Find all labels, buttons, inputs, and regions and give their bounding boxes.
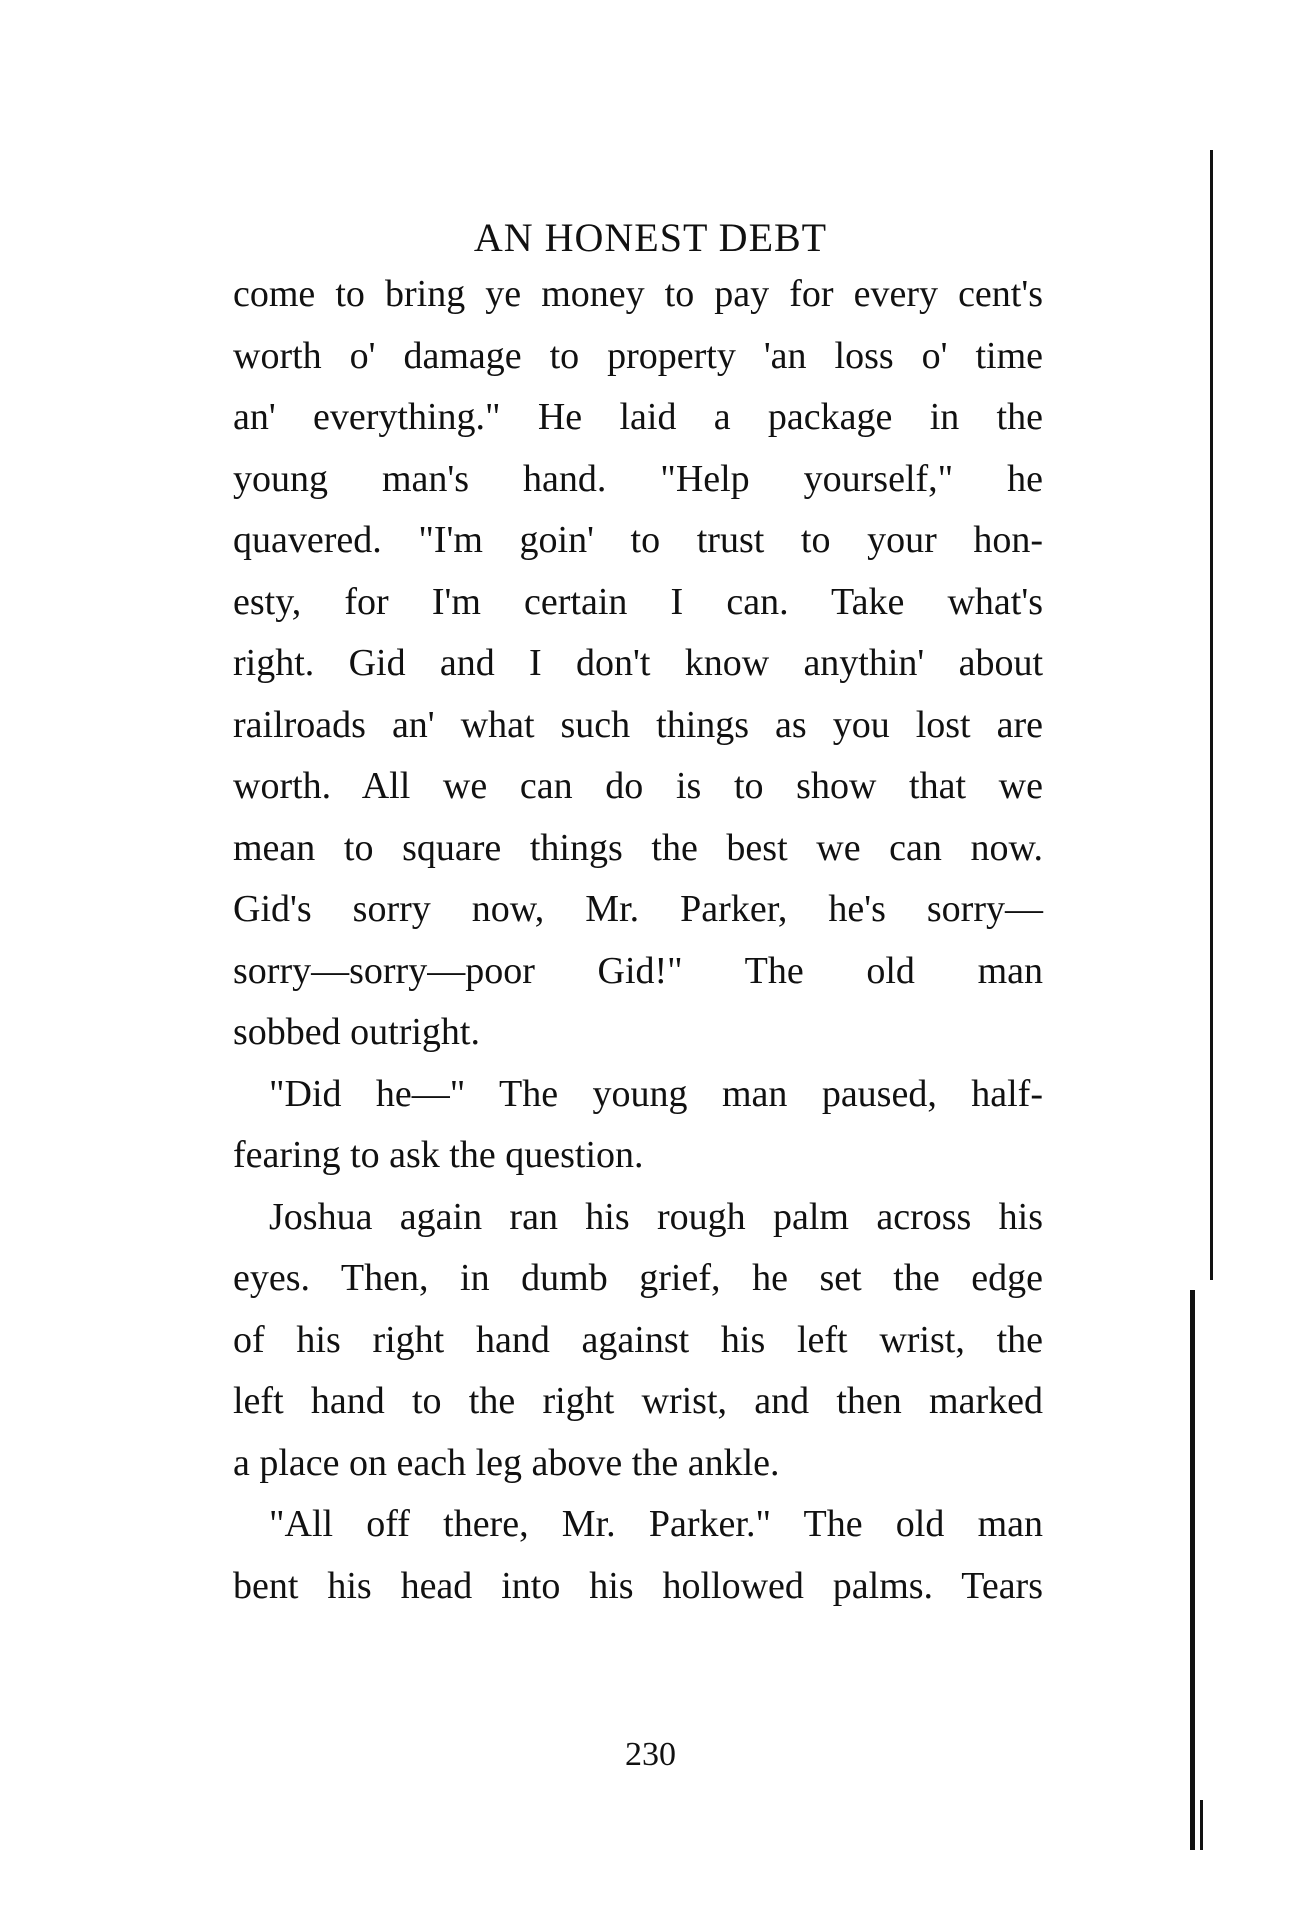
text-line: "All off there, Mr. Parker." The old man: [269, 1503, 1043, 1545]
text-line: eyes. Then, in dumb grief, he set the edge: [233, 1257, 1043, 1299]
text-line: young man's hand. "Help yourself," he: [233, 457, 1043, 500]
text-line: bent his head into his hollowed palms. Tears: [233, 1564, 1043, 1607]
text-line: left hand to the right wrist, and then marked: [233, 1380, 1043, 1422]
text-line: mean to square things the best we can now.: [233, 826, 1043, 869]
text-line: "Did he—" The young man paused, half-: [269, 1072, 1043, 1115]
text-line: Joshua again ran his rough palm across his: [269, 1195, 1043, 1238]
text-line: quavered. "I'm goin' to trust to your hon-: [233, 519, 1043, 561]
page-edge-rule-lower: [1190, 1290, 1195, 1850]
page-edge-rule-binding: [1200, 1800, 1203, 1850]
text-line: right. Gid and I don't know anythin' about: [233, 642, 1043, 684]
text-line: a place on each leg above the ankle.: [233, 1441, 780, 1484]
text-line: come to bring ye money to pay for every cent's: [233, 273, 1043, 315]
text-line: sobbed outright.: [233, 1011, 480, 1053]
page-edge-rule-upper: [1210, 150, 1213, 1280]
text-line: Gid's sorry now, Mr. Parker, he's sorry—: [233, 888, 1043, 930]
text-line: fearing to ask the question.: [233, 1134, 644, 1176]
page-number: 230: [625, 1736, 676, 1773]
text-line: an' everything." He laid a package in the: [233, 396, 1043, 438]
text-line: worth o' damage to property 'an loss o' time: [233, 334, 1043, 377]
text-line: railroads an' what such things as you lost are: [233, 703, 1043, 746]
text-line: esty, for I'm certain I can. Take what's: [233, 580, 1043, 623]
text-line: worth. All we can do is to show that we: [233, 765, 1043, 807]
body-text: [233, 264, 1043, 1617]
text-line: of his right hand against his left wrist, the: [233, 1318, 1043, 1361]
running-head: AN HONEST DEBT: [473, 215, 828, 260]
text-line: sorry—sorry—poor Gid!" The old man: [233, 949, 1043, 992]
